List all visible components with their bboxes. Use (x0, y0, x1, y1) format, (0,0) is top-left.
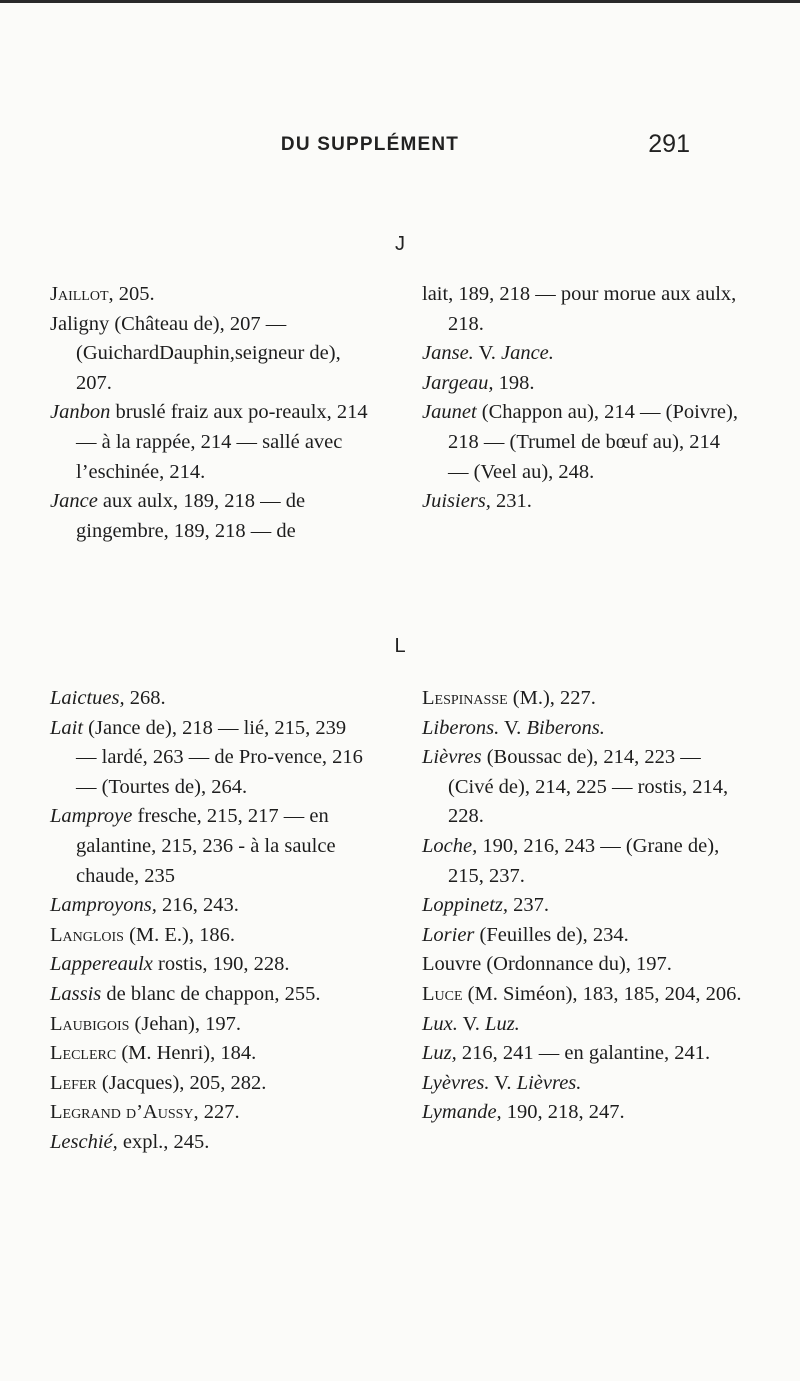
entry-references: (Ordonnance du), 197. (481, 953, 672, 976)
index-entry (50, 802, 370, 891)
entry-references: V. (489, 1071, 517, 1094)
entry-headword: Loche, (422, 834, 478, 857)
entry-references: (Chappon au), 214 — (Poivre), 218 — (Trumel de bœuf au), 214 — (Veel au), 248. (448, 401, 738, 483)
entry-headword: Lassis (50, 982, 102, 1005)
entry-headword: Lamproye (50, 805, 133, 828)
entry-references: V. (499, 716, 527, 739)
entry-headword: Laictues, (50, 687, 125, 709)
entry-headword: Lait (50, 716, 84, 739)
entry-headword: Lorier (422, 923, 475, 946)
index-entry (422, 1039, 742, 1069)
entry-references: 268. (124, 687, 166, 709)
entry-references: (Jance de), 218 — lié, 215, 239 — lardé, 263 — de Pro-vence, 216 — (Tourtes de), 264. (76, 716, 363, 798)
index-entry (422, 950, 742, 980)
index-entry (50, 487, 370, 546)
index-entry (422, 891, 742, 921)
entry-references: 237. (508, 894, 549, 917)
index-entry (422, 1010, 742, 1040)
entry-headword: Liberons. (422, 716, 500, 739)
entry-cross-reference: Luz. (485, 1012, 520, 1035)
page-number: 291 (648, 130, 690, 158)
entry-references: bruslé fraiz aux po-reaulx, 214 — à la rappée, 214 — sallé avec l’eschinée, 214. (76, 401, 368, 483)
index-entry (422, 921, 742, 951)
index-entry (422, 684, 742, 714)
entry-headword: Luce (422, 982, 463, 1005)
index-entry (422, 743, 742, 832)
index-entry (50, 921, 370, 951)
entry-headword: Loppinetz, (422, 894, 508, 917)
l-right-column (422, 684, 742, 1128)
index-entry (50, 1098, 370, 1128)
entry-references: 198. (493, 371, 535, 394)
index-entry (50, 684, 370, 714)
entry-headword: Janse. (422, 342, 474, 365)
entry-headword: Jaillot (50, 283, 109, 305)
entry-cross-reference: Jance. (500, 342, 554, 365)
entry-headword: Lièvres (422, 746, 482, 769)
entry-headword: Louvre (422, 953, 482, 976)
entry-headword: Lux. (422, 1012, 458, 1035)
entry-references: V. (473, 342, 501, 365)
entry-references: lait, 189, 218 — pour morue aux aulx, 218. (422, 283, 737, 335)
index-entry (422, 369, 742, 399)
entry-headword: Lymande, (422, 1101, 502, 1124)
entry-references: 216, 243. (156, 894, 239, 917)
entry-headword: Laubigois (50, 1012, 130, 1035)
l-left-column (50, 684, 370, 1158)
section-letter-j: J (395, 233, 405, 255)
index-entry (50, 280, 370, 310)
index-entry (50, 950, 370, 980)
j-left-column (50, 280, 370, 546)
entry-headword: Jance (50, 490, 98, 513)
index-entry (422, 1069, 742, 1099)
index-entry (50, 891, 370, 921)
entry-headword: Langlois (50, 923, 124, 946)
index-entry (422, 980, 742, 1010)
entry-references: (M.), 227. (507, 687, 596, 709)
entry-references: (M. Siméon), 183, 185, 204, 206. (462, 982, 742, 1005)
index-entry (422, 714, 742, 744)
index-entry (422, 1098, 742, 1128)
index-entry (50, 1069, 370, 1099)
entry-headword: Leschié, (50, 1130, 118, 1153)
entry-headword: Lyèvres. (422, 1071, 490, 1094)
entry-references: 190, 216, 243 — (Grane de), 215, 237. (448, 834, 720, 887)
j-right-column (422, 280, 742, 517)
entry-headword: Janbon (50, 401, 111, 424)
section-letter-l: L (394, 635, 406, 657)
running-title: DU SUPPLÉMENT (280, 134, 460, 155)
index-entry (50, 310, 370, 399)
index-entry (422, 398, 742, 487)
entry-references: (Jehan), 197. (129, 1012, 242, 1035)
entry-references: fresche, 215, 217 — en galantine, 215, 236 - à la saulce chaude, 235 (76, 805, 336, 887)
entry-headword: Lappereaulx (50, 953, 153, 976)
entry-cross-reference: Biberons. (526, 716, 605, 739)
entry-headword: Lefer (50, 1071, 97, 1094)
entry-references: (Boussac de), 214, 223 — (Civé de), 214, 225 — rostis, 214, 228. (448, 746, 729, 828)
index-entry (50, 1128, 370, 1158)
entry-references: 216, 241 — en galantine, 241. (456, 1042, 711, 1065)
entry-references: expl., 245. (117, 1130, 210, 1153)
index-entry (50, 714, 370, 803)
index-entry (422, 487, 742, 517)
entry-headword: Jaligny (50, 312, 110, 335)
entry-references: (M. E.), 186. (123, 923, 235, 946)
entry-references: (M. Henri), 184. (116, 1042, 257, 1065)
index-entry (50, 980, 370, 1010)
running-header (50, 130, 690, 162)
index-entry (422, 339, 742, 369)
entry-references: 227. (198, 1101, 240, 1124)
entry-headword: Legrand d’Aussy, (50, 1101, 199, 1124)
index-entry (422, 832, 742, 891)
entry-references: aux aulx, 189, 218 — de gingembre, 189, 218 — de (76, 490, 306, 542)
entry-headword: Jargeau, (422, 371, 494, 394)
entry-headword: Luz, (422, 1042, 457, 1065)
index-entry (50, 1039, 370, 1069)
entry-headword: Leclerc (50, 1042, 117, 1065)
page-top-edge (0, 0, 800, 3)
entry-references: (Jacques), 205, 282. (96, 1071, 267, 1094)
entry-headword: Lespinasse (422, 687, 508, 709)
entry-headword: Lamproyons, (50, 894, 157, 917)
index-entry (50, 398, 370, 487)
entry-references: de blanc de chappon, 255. (101, 982, 321, 1005)
entry-references: , 205. (108, 283, 155, 305)
entry-references: (Château de), 207 — (GuichardDauphin,seigneur de), 207. (76, 312, 341, 394)
entry-references: 231. (490, 490, 532, 513)
entry-references: (Feuilles de), 234. (474, 923, 629, 946)
entry-references: rostis, 190, 228. (152, 953, 290, 976)
index-entry (50, 1010, 370, 1040)
index-entry (422, 280, 742, 339)
entry-headword: Jaunet (422, 401, 477, 424)
entry-references: 190, 218, 247. (501, 1101, 625, 1124)
entry-headword: Juisiers, (422, 490, 491, 513)
entry-references: V. (457, 1012, 486, 1035)
entry-cross-reference: Lièvres. (516, 1071, 582, 1094)
